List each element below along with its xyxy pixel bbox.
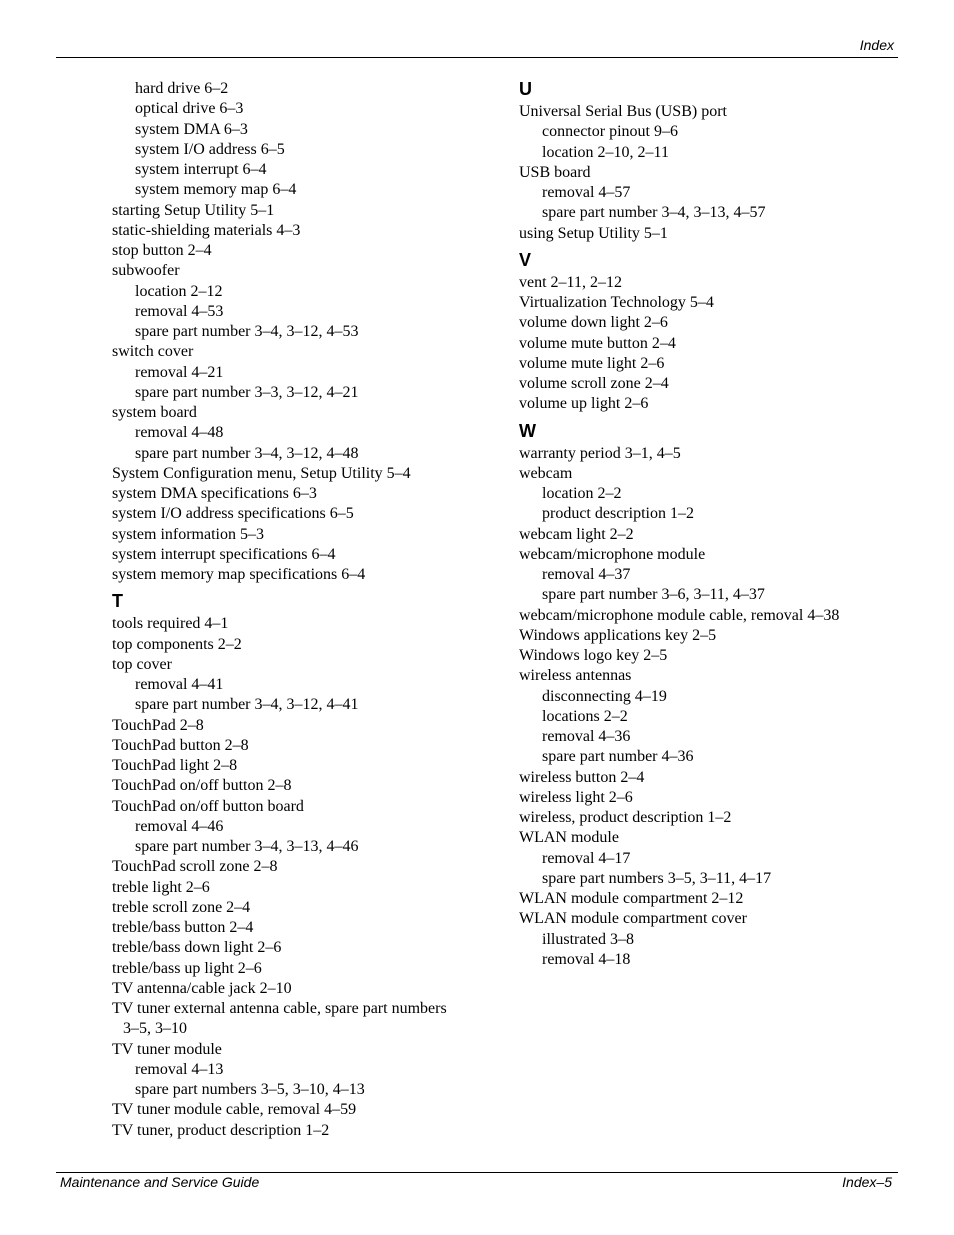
index-subentry: removal 4–46 [135,817,224,835]
index-subentry: connector pinout 9–6 [542,123,678,141]
index-entry: wireless button 2–4 [519,768,645,786]
index-subentry: spare part numbers 3–5, 3–10, 4–13 [135,1081,365,1098]
index-entry: TouchPad button 2–8 [112,736,249,754]
index-subentry: locations 2–2 [542,707,628,725]
index-entry: WLAN module compartment 2–12 [519,890,744,907]
index-entry: volume up light 2–6 [519,395,649,413]
index-entry: system board [112,404,197,421]
index-subentry: removal 4–36 [542,728,631,745]
index-entry: WLAN module [519,829,619,847]
index-entry: wireless antennas [519,667,632,685]
index-entry: static-shielding materials 4–3 [112,221,301,239]
index-subentry: system I/O address 6–5 [135,140,285,158]
index-subentry: removal 4–17 [542,849,631,867]
index-entry: treble/bass down light 2–6 [112,939,282,957]
index-entry: stop button 2–4 [112,242,212,259]
index-entry: system DMA specifications 6–3 [112,485,317,502]
index-entry: top components 2–2 [112,635,242,653]
footer-guide-title: Maintenance and Service Guide [60,1174,260,1190]
index-subentry: removal 4–13 [135,1060,224,1078]
index-subentry: removal 4–18 [542,950,631,968]
index-letter-heading: W [519,420,536,441]
index-entry: using Setup Utility 5–1 [519,224,668,242]
index-entry: WLAN module compartment cover [519,910,747,928]
index-subentry: system memory map 6–4 [135,181,297,199]
index-subentry: spare part number 3–4, 3–13, 4–46 [135,838,359,855]
index-entry: system interrupt specifications 6–4 [112,545,336,563]
index-entry: volume down light 2–6 [519,314,668,332]
index-entry: treble light 2–6 [112,878,210,896]
index-letter-heading: T [112,591,123,612]
index-subentry: hard drive 6–2 [135,80,229,97]
index-entry: vent 2–11, 2–12 [519,273,622,291]
index-entry: TV tuner, product description 1–2 [112,1121,330,1139]
index-subentry: removal 4–57 [542,184,631,201]
index-subentry: product description 1–2 [542,505,694,523]
index-entry: USB board [519,163,591,181]
index-entry: webcam/microphone module cable, removal 4–38 [519,606,840,624]
index-entry: webcam light 2–2 [519,525,634,543]
index-entry: treble/bass button 2–4 [112,919,254,936]
index-subentry: location 2–2 [542,485,622,502]
index-entry: subwoofer [112,262,180,280]
index-subentry: spare part number 3–4, 3–13, 4–57 [542,204,766,222]
index-entry: Universal Serial Bus (USB) port [519,103,727,120]
index-entry: TouchPad on/off button 2–8 [112,777,292,795]
index-entry: system memory map specifications 6–4 [112,566,366,583]
index-subentry: spare part number 3–4, 3–12, 4–48 [135,444,359,462]
index-subentry: removal 4–37 [542,566,631,583]
index-subentry: spare part number 3–6, 3–11, 4–37 [542,586,765,604]
index-entry: treble scroll zone 2–4 [112,898,251,916]
index-entry: webcam [519,464,573,482]
index-letter-heading: U [519,79,532,99]
index-entry: Windows applications key 2–5 [519,626,717,644]
index-subentry: location 2–12 [135,282,223,300]
index-subentry: removal 4–48 [135,424,224,442]
index-subentry: spare part number 3–4, 3–12, 4–41 [135,696,359,714]
index-entry: TouchPad on/off button board [112,797,304,815]
index-letter-heading: V [519,249,532,270]
footer-page-number: Index–5 [842,1174,892,1190]
index-entry: volume scroll zone 2–4 [519,375,669,392]
index-subentry: location 2–10, 2–11 [542,143,669,161]
index-entry-continuation: 3–5, 3–10 [123,1020,187,1038]
index-subentry: spare part number 3–4, 3–12, 4–53 [135,323,359,340]
index-column-left [112,79,492,1141]
index-entry: TouchPad light 2–8 [112,757,238,774]
index-entry: warranty period 3–1, 4–5 [519,444,681,462]
index-subentry: removal 4–21 [135,363,224,381]
index-entry: TouchPad 2–8 [112,716,204,734]
index-entry: treble/bass up light 2–6 [112,959,262,977]
index-subentry: disconnecting 4–19 [542,687,667,705]
index-entry: TV tuner module cable, removal 4–59 [112,1101,357,1119]
index-subentry: spare part numbers 3–5, 3–11, 4–17 [542,869,772,887]
index-entry: starting Setup Utility 5–1 [112,201,275,219]
index-entry: volume mute button 2–4 [519,334,676,352]
index-entry: TV tuner external antenna cable, spare part numbers [112,1000,447,1017]
index-entry: webcam/microphone module [519,545,706,563]
index-subentry: illustrated 3–8 [542,930,634,948]
index-entry: system information 5–3 [112,525,264,543]
index-entry: TV antenna/cable jack 2–10 [112,979,292,997]
index-entry: switch cover [112,343,194,361]
index-entry: wireless light 2–6 [519,788,633,806]
index-column-right [519,79,899,970]
index-entry: TouchPad scroll zone 2–8 [112,858,278,876]
index-entry: Virtualization Technology 5–4 [519,294,714,311]
index-entry: System Configuration menu, Setup Utility 5–4 [112,464,411,482]
index-entry: Windows logo key 2–5 [519,647,668,664]
footer-rule [56,1172,898,1173]
header-title: Index [859,37,894,53]
index-entry: system I/O address specifications 6–5 [112,505,354,523]
index-subentry: optical drive 6–3 [135,100,244,118]
index-subentry: spare part number 4–36 [542,748,694,766]
index-entry: top cover [112,655,172,673]
index-subentry: removal 4–41 [135,676,224,693]
index-entry: volume mute light 2–6 [519,354,665,372]
index-entry: wireless, product description 1–2 [519,809,732,826]
index-entry: tools required 4–1 [112,615,229,633]
index-subentry: system DMA 6–3 [135,120,248,138]
index-subentry: removal 4–53 [135,302,224,320]
index-subentry: spare part number 3–3, 3–12, 4–21 [135,383,359,401]
index-entry: TV tuner module [112,1040,222,1058]
header-rule [56,57,898,58]
index-subentry: system interrupt 6–4 [135,161,267,178]
